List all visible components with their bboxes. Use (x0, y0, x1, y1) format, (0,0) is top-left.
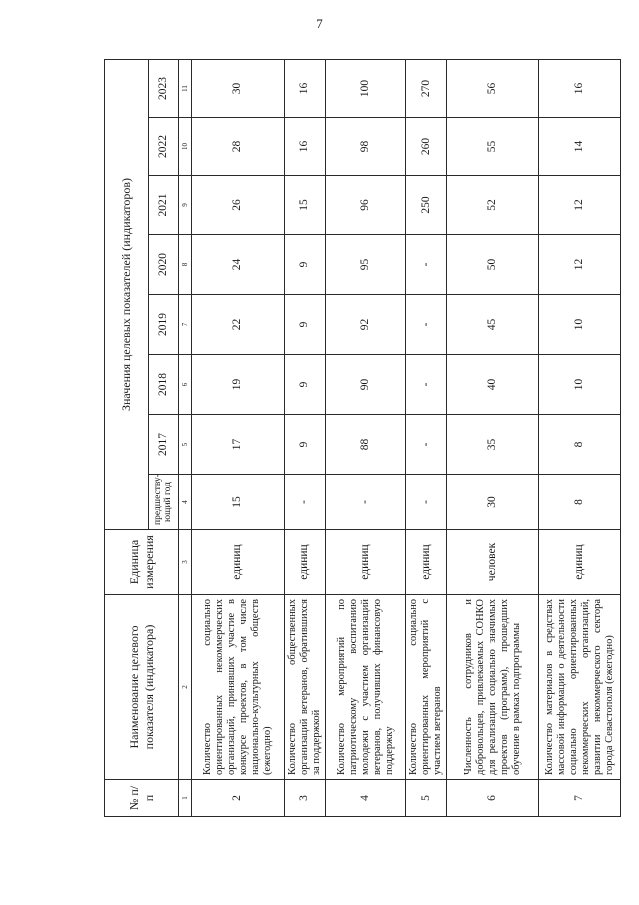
row-unit: единиц (192, 530, 285, 595)
row-value: - (285, 475, 326, 530)
row-value: 8 (539, 415, 621, 475)
row-value: 16 (539, 59, 621, 117)
row-value: 35 (447, 415, 539, 475)
rotated-table-container (104, 60, 615, 817)
row-value: 9 (285, 295, 326, 355)
row-name: Количество мероприятий по патриотическому воспитанию молодежи с участием организаций ветеранов, получивших финансовую поддержку (326, 595, 406, 780)
row-value: 16 (285, 118, 326, 176)
row-name: Численность сотрудников и добровольцев, привлекаемых СОНКО для реализации социально значимых проектов (программ), прошедших обучение в рамках подпрограммы (447, 595, 539, 780)
column-number: 7 (179, 295, 192, 355)
row-value: 16 (285, 59, 326, 117)
row-value: 95 (326, 235, 406, 295)
row-value: - (326, 475, 406, 530)
column-number: 1 (179, 780, 192, 817)
header-values-group: Значения целевых показателей (индикаторов) (105, 59, 149, 529)
column-numbers-row (179, 59, 192, 816)
row-value: 30 (447, 475, 539, 530)
row-num: 4 (326, 780, 406, 817)
row-value: 10 (539, 355, 621, 415)
row-value: 8 (539, 475, 621, 530)
row-value: 12 (539, 176, 621, 235)
row-value: 40 (447, 355, 539, 415)
header-year-2017: 2017 (149, 415, 179, 475)
row-value: 52 (447, 176, 539, 235)
row-value: 100 (326, 59, 406, 117)
table-row (539, 59, 621, 816)
row-value: 96 (326, 176, 406, 235)
row-value: 56 (447, 59, 539, 117)
row-num: 7 (539, 780, 621, 817)
row-value: 17 (192, 415, 285, 475)
row-value: 88 (326, 415, 406, 475)
row-value: 28 (192, 118, 285, 176)
column-number: 11 (179, 59, 192, 117)
column-number: 3 (179, 530, 192, 595)
column-number: 2 (179, 595, 192, 780)
row-value: 30 (192, 59, 285, 117)
row-value: - (406, 475, 447, 530)
row-num: 5 (406, 780, 447, 817)
row-value: 22 (192, 295, 285, 355)
row-value: 9 (285, 355, 326, 415)
row-unit: единиц (326, 530, 406, 595)
column-number: 10 (179, 118, 192, 176)
row-unit: человек (447, 530, 539, 595)
table-row (326, 59, 406, 816)
row-num: 2 (192, 780, 285, 817)
row-name: Количество социально ориентированных некоммерческих организаций, принявших участие в конкурсе проектов, в том числе национально-культурных обществ (ежегодно) (192, 595, 285, 780)
row-value: 250 (406, 176, 447, 235)
row-value: 260 (406, 118, 447, 176)
row-value: - (406, 355, 447, 415)
row-value: 270 (406, 59, 447, 117)
column-number: 8 (179, 235, 192, 295)
row-value: - (406, 415, 447, 475)
header-year-prev: предшеству-ющий год (149, 475, 179, 530)
header-unit: Единица измерения (105, 530, 179, 595)
row-value: 14 (539, 118, 621, 176)
page-number: 7 (316, 16, 323, 31)
table-row (406, 59, 447, 816)
row-value: 92 (326, 295, 406, 355)
table-row (192, 59, 285, 816)
column-number: 5 (179, 415, 192, 475)
row-value: 98 (326, 118, 406, 176)
row-value: 12 (539, 235, 621, 295)
target-indicators-table (104, 59, 621, 817)
row-value: 19 (192, 355, 285, 415)
row-name: Количество социально ориентированных мероприятий с участием ветеранов (406, 595, 447, 780)
row-value: - (406, 295, 447, 355)
row-value: 24 (192, 235, 285, 295)
row-num: 3 (285, 780, 326, 817)
row-value: 55 (447, 118, 539, 176)
row-value: 9 (285, 235, 326, 295)
row-value: 50 (447, 235, 539, 295)
row-name: Количество материалов в средствах массовой информации о деятельности социально ориентированных некоммерческих организаций, развитии некоммерческого сектора города Севастополя (ежегодно) (539, 595, 621, 780)
header-year-2019: 2019 (149, 295, 179, 355)
table-row (285, 59, 326, 816)
header-year-2018: 2018 (149, 355, 179, 415)
column-number: 9 (179, 176, 192, 235)
header-name: Наименование целевого показателя (индикатора) (105, 595, 179, 780)
header-year-2020: 2020 (149, 235, 179, 295)
column-number: 4 (179, 475, 192, 530)
row-value: 45 (447, 295, 539, 355)
header-year-2021: 2021 (149, 176, 179, 235)
row-value: 15 (192, 475, 285, 530)
row-value: 15 (285, 176, 326, 235)
column-number: 6 (179, 355, 192, 415)
row-unit: единиц (539, 530, 621, 595)
row-value: - (406, 235, 447, 295)
row-value: 10 (539, 295, 621, 355)
row-num: 6 (447, 780, 539, 817)
header-year-2023: 2023 (149, 59, 179, 117)
row-value: 90 (326, 355, 406, 415)
row-unit: единиц (285, 530, 326, 595)
table-row (447, 59, 539, 816)
header-num: № п/п (105, 780, 179, 817)
row-name: Количество общественных организаций ветеранов, обратившихся за поддержкой (285, 595, 326, 780)
header-year-2022: 2022 (149, 118, 179, 176)
row-value: 9 (285, 415, 326, 475)
row-value: 26 (192, 176, 285, 235)
row-unit: единиц (406, 530, 447, 595)
